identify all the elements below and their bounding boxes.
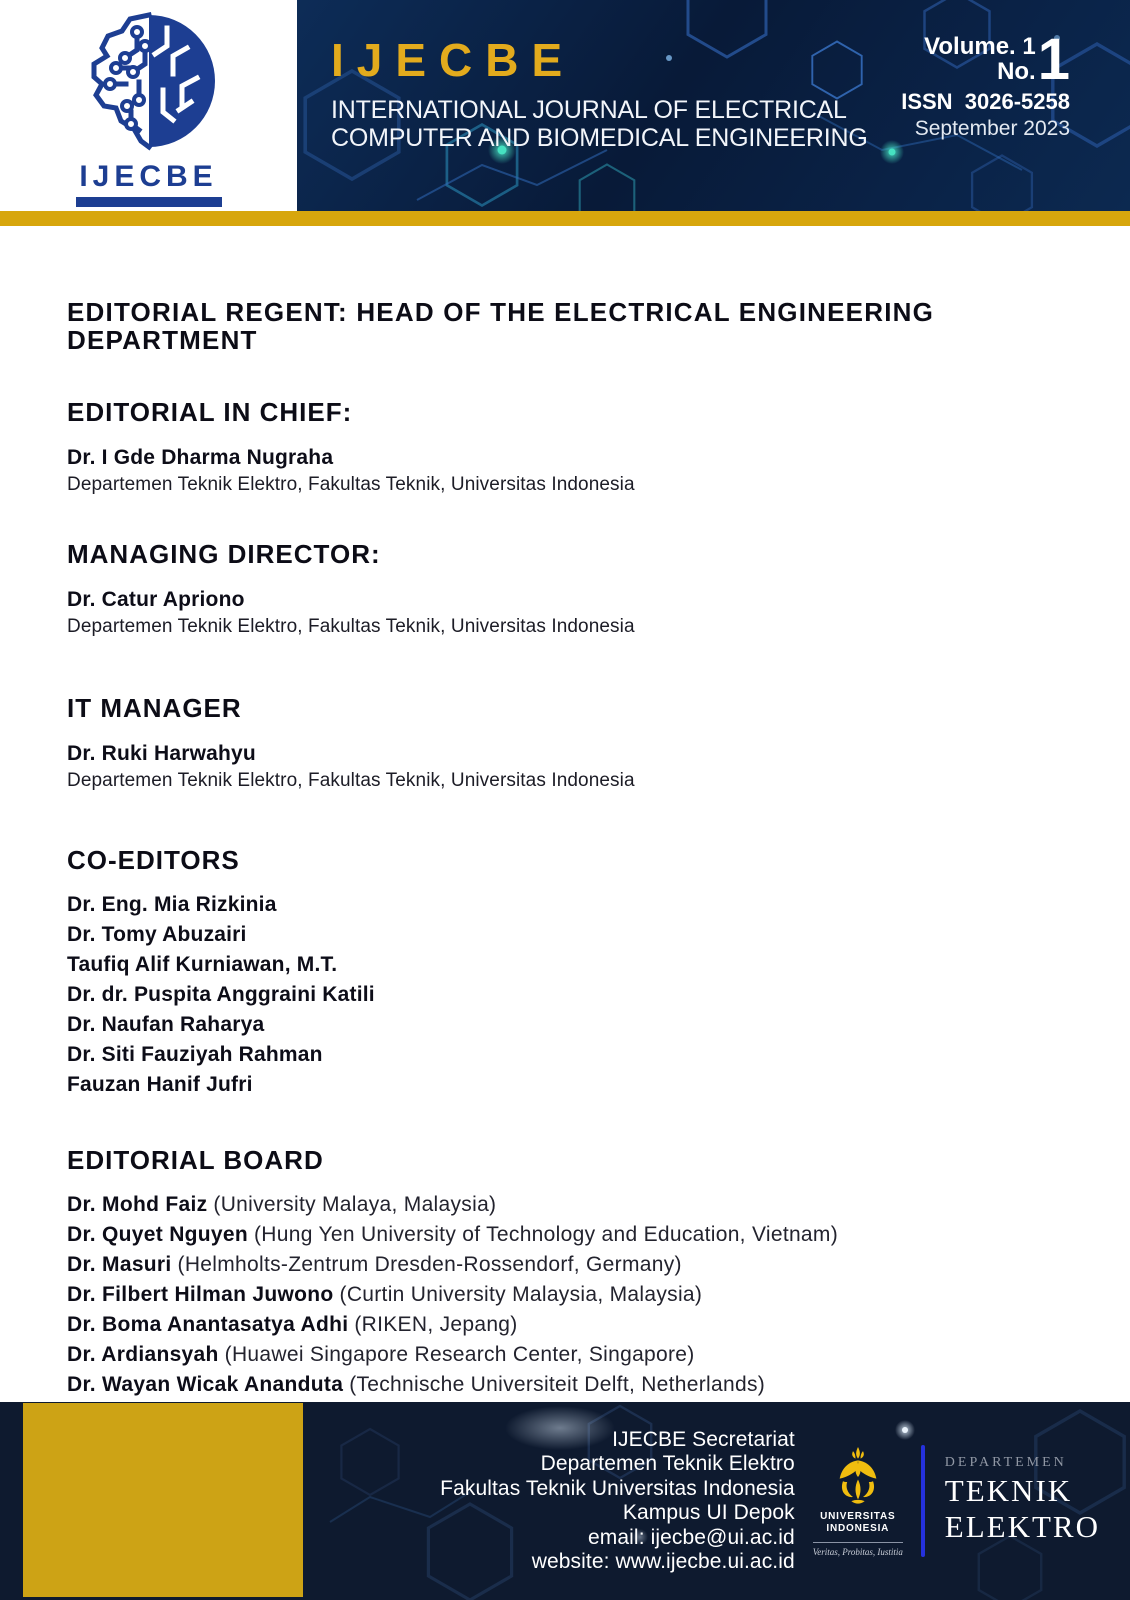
logo-wordmark: IJECBE [79,160,218,193]
co-editor-name: Dr. Eng. Mia Rizkinia [67,893,277,916]
gold-divider-bar [0,211,1130,226]
ijecbe-brain-logo-icon [78,6,220,156]
editor-in-chief-heading: EDITORIAL IN CHIEF: [67,397,353,427]
header [0,0,1130,211]
co-editor-name: Taufiq Alif Kurniawan, M.T. [67,953,338,976]
journal-logo-panel [0,0,297,211]
co-editors-list [67,890,1063,1100]
ui-name: UNIVERSITAS INDONESIA [820,1510,896,1534]
managing-director-affiliation: Departemen Teknik Elektro, Fakultas Teknik, Universitas Indonesia [67,616,635,637]
board-member-name: Dr. Boma Anantasatya Adhi [67,1313,349,1336]
volume-issue-block [901,27,1070,141]
department-name-line1: TEKNIK [944,1473,1073,1508]
board-member-affiliation: (University Malaya, Malaysia) [213,1193,497,1216]
board-member-affiliation: (Hung Yen University of Technology and Education, Vietnam) [254,1223,838,1246]
journal-name-line2: COMPUTER AND BIOMEDICAL ENGINEERING [331,124,868,152]
department-label: DEPARTEMEN [944,1455,1067,1470]
board-member-affiliation: (Helmholts-Zentrum Dresden-Rossendorf, Germany) [177,1253,682,1276]
co-editor-name: Dr. Tomy Abuzairi [67,923,247,946]
issue-date: September 2023 [914,117,1070,140]
issue-number: 1 [1037,27,1070,92]
issn: ISSN 3026-5258 [901,89,1070,114]
logo-underline [76,197,222,207]
board-member-name: Dr. Filbert Hilman Juwono [67,1283,334,1306]
it-manager-affiliation: Departemen Teknik Elektro, Fakultas Teknik, Universitas Indonesia [67,770,635,791]
volume-label: Volume. 1 [924,33,1036,60]
editor-in-chief-affiliation: Departemen Teknik Elektro, Fakultas Teknik, Universitas Indonesia [67,474,635,495]
editorial-board-list [67,1190,1063,1400]
it-manager-heading: IT MANAGER [67,693,242,723]
universitas-indonesia-logo [812,1446,903,1557]
editor-in-chief-name: Dr. I Gde Dharma Nugraha [67,446,334,469]
footer-divider-line [921,1445,925,1557]
journal-acronym-title: IJECBE [331,34,576,86]
editorial-board-heading: EDITORIAL BOARD [67,1145,324,1175]
secretariat-line: Fakultas Teknik Universitas Indonesia [440,1476,795,1500]
co-editor-name: Dr. Naufan Raharya [67,1013,265,1036]
journal-name-line1: INTERNATIONAL JOURNAL OF ELECTRICAL [331,96,847,124]
number-label: No. [997,58,1036,85]
board-member-name: Dr. Masuri [67,1253,172,1276]
secretariat-line: Kampus UI Depok [622,1501,795,1524]
department-name-line2: ELEKTRO [944,1509,1100,1544]
board-member-row [67,1310,1063,1340]
ui-motto: Veritas, Probitas, Iustitia [813,1542,903,1557]
board-member-affiliation: (Technische Universiteit Delft, Netherlands) [349,1373,766,1396]
editorial-content [0,226,1130,1400]
editorial-regent-heading: EDITORIAL REGENT: HEAD OF THE ELECTRICAL ENGINEERING DEPARTMENT [67,297,935,355]
board-member-row [67,1220,1063,1250]
board-member-affiliation: (Curtin University Malaysia, Malaysia) [339,1283,703,1306]
secretariat-email: email: ijecbe@ui.ac.id [588,1525,795,1549]
managing-director-heading: MANAGING DIRECTOR: [67,539,381,569]
co-editor-name: Dr. dr. Puspita Anggraini Katili [67,983,375,1006]
secretariat-line: IJECBE Secretariat [612,1427,795,1451]
board-member-affiliation: (Huawei Singapore Research Center, Singapore) [224,1343,695,1366]
board-member-row [67,1280,1063,1310]
co-editor-name: Fauzan Hanif Jufri [67,1073,253,1096]
it-manager-name: Dr. Ruki Harwahyu [67,742,256,765]
board-member-name: Dr. Wayan Wicak Ananduta [67,1373,344,1396]
co-editor-name: Dr. Siti Fauziyah Rahman [67,1043,323,1066]
makara-ui-icon [833,1446,883,1508]
board-member-affiliation: (RIKEN, Jepang) [354,1313,518,1336]
footer [0,1402,1130,1600]
secretariat-website: website: www.ijecbe.ui.ac.id [531,1550,795,1573]
board-member-row [67,1370,1063,1400]
board-member-row [67,1250,1063,1280]
managing-director-name: Dr. Catur Apriono [67,588,245,611]
co-editors-heading: CO-EDITORS [67,845,240,875]
header-banner [297,0,1130,211]
board-member-name: Dr. Mohd Faiz [67,1193,208,1216]
board-member-row [67,1340,1063,1370]
board-member-row [67,1190,1063,1220]
board-member-name: Dr. Ardiansyah [67,1343,219,1366]
secretariat-address [440,1428,795,1575]
board-member-name: Dr. Quyet Nguyen [67,1223,249,1246]
department-wordmark [945,1456,1100,1546]
secretariat-line: Departemen Teknik Elektro [540,1452,795,1475]
footer-gold-block [23,1403,303,1597]
